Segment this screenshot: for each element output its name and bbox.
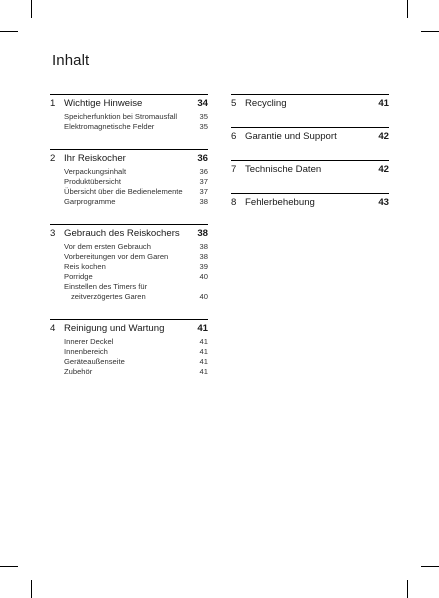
entry-page-number: 38 bbox=[199, 252, 208, 261]
section-number: 4 bbox=[50, 323, 56, 334]
toc-section-heading[interactable] bbox=[231, 164, 389, 176]
entry-page-number: 41 bbox=[199, 337, 208, 346]
toc-entry[interactable] bbox=[50, 367, 208, 377]
crop-mark bbox=[421, 31, 439, 32]
section-number: 1 bbox=[50, 98, 56, 109]
toc-entry[interactable] bbox=[50, 292, 208, 302]
toc-entry[interactable] bbox=[50, 197, 208, 207]
entry-page-number: 39 bbox=[199, 262, 208, 271]
section-page-number: 34 bbox=[197, 98, 208, 109]
toc-section bbox=[231, 193, 389, 209]
section-number: 6 bbox=[231, 131, 237, 142]
toc-section bbox=[50, 94, 208, 132]
toc-entry[interactable] bbox=[50, 122, 208, 132]
section-title: Gebrauch des Reiskochers bbox=[64, 228, 180, 239]
entry-page-number: 40 bbox=[199, 272, 208, 281]
toc-section-heading[interactable] bbox=[50, 228, 208, 240]
entry-page-number: 40 bbox=[199, 292, 208, 301]
section-page-number: 42 bbox=[378, 131, 389, 142]
toc-entry[interactable] bbox=[50, 242, 208, 252]
toc-section bbox=[231, 94, 389, 110]
entry-page-number: 37 bbox=[199, 177, 208, 186]
toc-section-heading[interactable] bbox=[231, 98, 389, 110]
section-number: 2 bbox=[50, 153, 56, 164]
entry-title: Porridge bbox=[64, 272, 93, 281]
toc-section-heading[interactable] bbox=[50, 323, 208, 335]
section-page-number: 41 bbox=[378, 98, 389, 109]
entry-page-number: 41 bbox=[199, 347, 208, 356]
crop-mark bbox=[31, 0, 32, 18]
section-page-number: 42 bbox=[378, 164, 389, 175]
toc-entry[interactable] bbox=[50, 272, 208, 282]
section-title: Ihr Reiskocher bbox=[64, 153, 126, 164]
entry-page-number: 38 bbox=[199, 242, 208, 251]
section-title: Fehlerbehebung bbox=[245, 197, 315, 208]
crop-mark bbox=[0, 31, 18, 32]
toc-entry[interactable] bbox=[50, 177, 208, 187]
entry-title: Zubehör bbox=[64, 367, 93, 376]
entry-page-number: 36 bbox=[199, 167, 208, 176]
toc-entry[interactable] bbox=[50, 252, 208, 262]
section-title: Wichtige Hinweise bbox=[64, 98, 143, 109]
section-page-number: 43 bbox=[378, 197, 389, 208]
entry-title: Elektromagnetische Felder bbox=[64, 122, 155, 131]
toc-entry[interactable] bbox=[50, 357, 208, 367]
toc-section-heading[interactable] bbox=[50, 153, 208, 165]
toc-entry[interactable] bbox=[50, 282, 208, 292]
entry-page-number: 38 bbox=[199, 197, 208, 206]
entry-title: Einstellen des Timers für bbox=[64, 282, 148, 291]
crop-mark bbox=[31, 580, 32, 598]
section-page-number: 41 bbox=[197, 323, 208, 334]
toc-section bbox=[50, 319, 208, 377]
entry-page-number: 37 bbox=[199, 187, 208, 196]
entry-title: Produktübersicht bbox=[64, 177, 121, 186]
entry-page-number: 35 bbox=[199, 122, 208, 131]
section-title: Recycling bbox=[245, 98, 287, 109]
entry-title: Innerer Deckel bbox=[64, 337, 114, 346]
crop-mark bbox=[407, 580, 408, 598]
section-title: Garantie und Support bbox=[245, 131, 337, 142]
toc-left-column bbox=[50, 94, 208, 394]
section-number: 8 bbox=[231, 197, 237, 208]
section-page-number: 36 bbox=[197, 153, 208, 164]
toc-right-column bbox=[231, 94, 389, 226]
crop-mark bbox=[421, 566, 439, 567]
entry-page-number: 35 bbox=[199, 112, 208, 121]
entry-title: Reis kochen bbox=[64, 262, 106, 271]
entry-title: Speicherfunktion bei Stromausfall bbox=[64, 112, 178, 121]
toc-section bbox=[50, 149, 208, 207]
section-title: Reinigung und Wartung bbox=[64, 323, 165, 334]
toc-entry[interactable] bbox=[50, 337, 208, 347]
entry-title: zeitverzögertes Garen bbox=[71, 292, 146, 301]
toc-section-heading[interactable] bbox=[231, 131, 389, 143]
section-number: 5 bbox=[231, 98, 237, 109]
toc-entry[interactable] bbox=[50, 112, 208, 122]
toc-section-heading[interactable] bbox=[231, 197, 389, 209]
entry-title: Übersicht über die Bedienelemente bbox=[64, 187, 183, 196]
entry-title: Garprogramme bbox=[64, 197, 116, 206]
toc-entry[interactable] bbox=[50, 262, 208, 272]
toc-entry[interactable] bbox=[50, 187, 208, 197]
toc-entry[interactable] bbox=[50, 347, 208, 357]
toc-section-heading[interactable] bbox=[50, 98, 208, 110]
entry-title: Vor dem ersten Gebrauch bbox=[64, 242, 151, 251]
page-title: Inhalt bbox=[52, 52, 90, 69]
toc-section bbox=[231, 160, 389, 176]
section-page-number: 38 bbox=[197, 228, 208, 239]
section-number: 7 bbox=[231, 164, 237, 175]
entry-page-number: 41 bbox=[199, 357, 208, 366]
toc-section bbox=[231, 127, 389, 143]
section-title: Technische Daten bbox=[245, 164, 322, 175]
entry-title: Innenbereich bbox=[64, 347, 108, 356]
toc-entry[interactable] bbox=[50, 167, 208, 177]
entry-title: Vorbereitungen vor dem Garen bbox=[64, 252, 169, 261]
toc-section bbox=[50, 224, 208, 302]
entry-page-number: 41 bbox=[199, 367, 208, 376]
entry-title: Verpackungsinhalt bbox=[64, 167, 127, 176]
crop-mark bbox=[407, 0, 408, 18]
section-number: 3 bbox=[50, 228, 56, 239]
crop-mark bbox=[0, 566, 18, 567]
entry-title: Geräteaußenseite bbox=[64, 357, 125, 366]
